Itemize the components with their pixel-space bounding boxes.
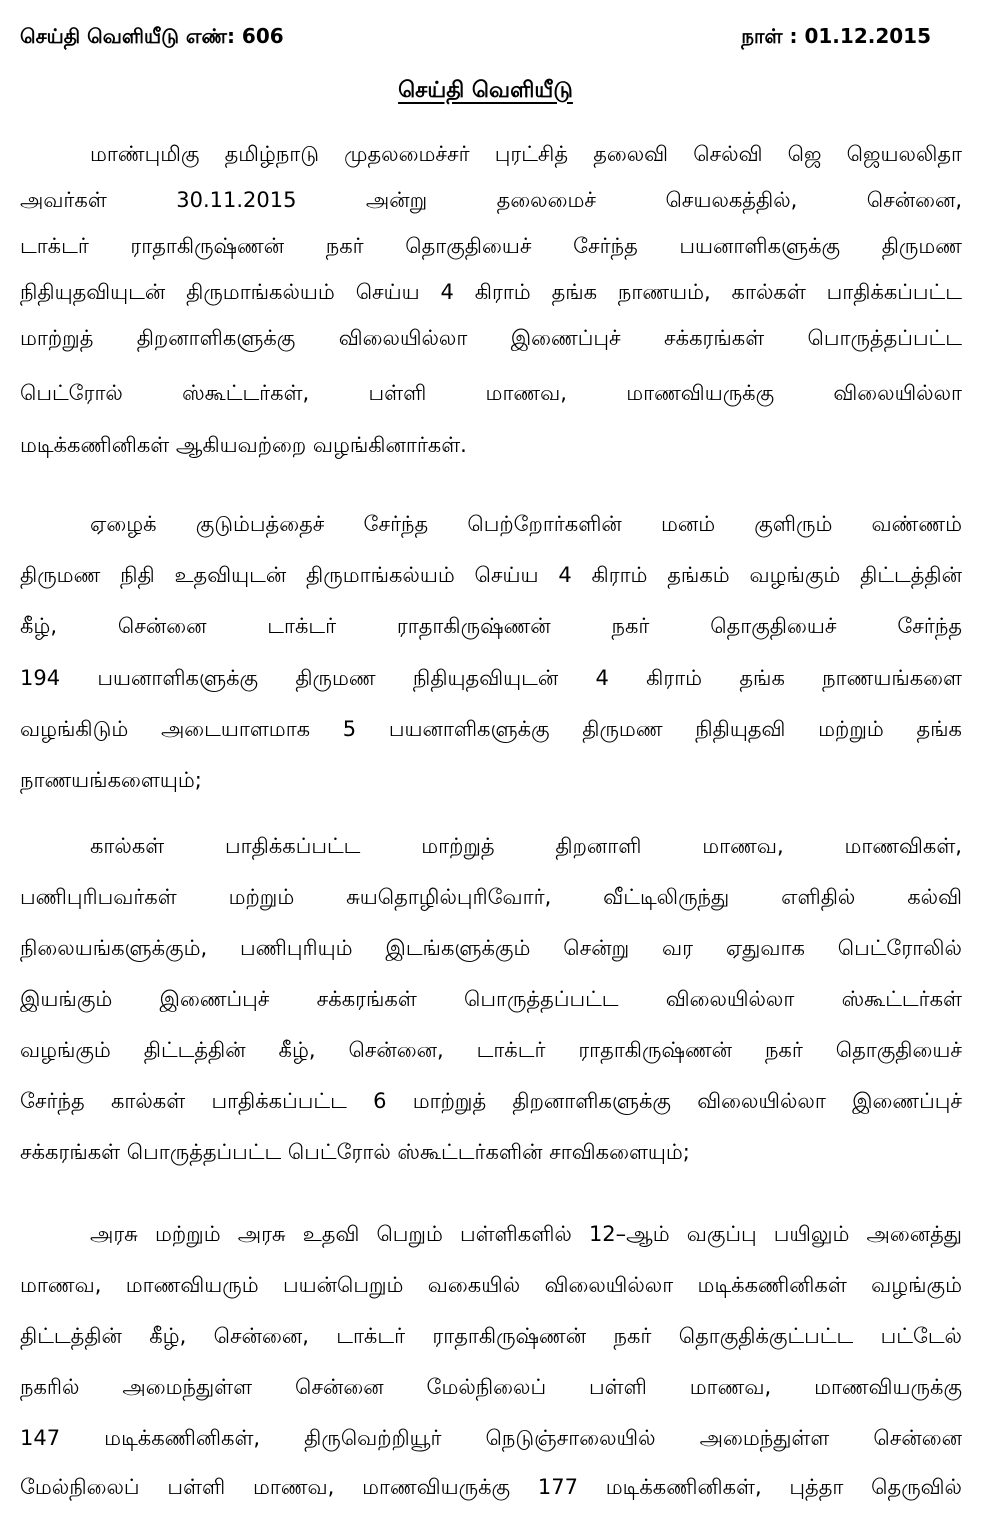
text-line: நகரில் அமைந்துள்ள சென்னை மேல்நிலைப் பள்ளி மாணவ, மாணவியருக்கு <box>20 1375 962 1399</box>
text-line: மாணவ, மாணவியரும் பயன்பெறும் வகையில் விலையில்லா மடிக்கணினிகள் வழங்கும் <box>20 1273 962 1297</box>
page-title-text: செய்தி வெளியீடு <box>398 78 573 103</box>
header-row <box>20 24 931 54</box>
text-line: கீழ், சென்னை டாக்டர் ராதாகிருஷ்ணன் நகர் தொகுதியைச் சேர்ந்த <box>20 614 962 638</box>
text-line: ஏழைக் குடும்பத்தைச் சேர்ந்த பெற்றோர்களின் மனம் குளிரும் வண்ணம் <box>90 512 962 536</box>
text-line: சேர்ந்த கால்கள் பாதிக்கப்பட்ட 6 மாற்றுத் திறனாளிகளுக்கு விலையில்லா இணைப்புச் <box>20 1089 962 1113</box>
text-line: அரசு மற்றும் அரசு உதவி பெறும் பள்ளிகளில் 12–ஆம் வகுப்பு பயிலும் அனைத்து <box>90 1222 962 1246</box>
text-line: மாற்றுத் திறனாளிகளுக்கு விலையில்லா இணைப்புச் சக்கரங்கள் பொருத்தப்பட்ட <box>20 326 962 350</box>
text-line: பெட்ரோல் ஸ்கூட்டர்கள், பள்ளி மாணவ, மாணவியருக்கு விலையில்லா <box>20 381 962 405</box>
text-line: கால்கள் பாதிக்கப்பட்ட மாற்றுத் திறனாளி மாணவ, மாணவிகள், <box>90 834 962 858</box>
text-line: மாண்புமிகு தமிழ்நாடு முதலமைச்சர் புரட்சித் தலைவி செல்வி ஜெ ஜெயலலிதா <box>90 142 962 166</box>
text-line: சக்கரங்கள் பொருத்தப்பட்ட பெட்ரோல் ஸ்கூட்டர்களின் சாவிகளையும்; <box>20 1140 690 1164</box>
text-line: நிலையங்களுக்கும், பணிபுரியும் இடங்களுக்கும் சென்று வர ஏதுவாக பெட்ரோலில் <box>20 936 962 960</box>
text-line: நிதியுதவியுடன் திருமாங்கல்யம் செய்ய 4 கிராம் தங்க நாணயம், கால்கள் பாதிக்கப்பட்ட <box>20 280 962 304</box>
text-line: 147 மடிக்கணினிகள், திருவெற்றியூர் நெடுஞ்சாலையில் அமைந்துள்ள சென்னை <box>20 1426 962 1450</box>
text-line: மேல்நிலைப் பள்ளி மாணவ, மாணவியருக்கு 177 மடிக்கணினிகள், புத்தா தெருவில் <box>20 1475 962 1499</box>
page-title <box>0 78 971 106</box>
text-line: பணிபுரிபவர்கள் மற்றும் சுயதொழில்புரிவோர், வீட்டிலிருந்து எளிதில் கல்வி <box>20 885 962 909</box>
release-date: நாள் : 01.12.2015 <box>741 24 931 48</box>
text-line: டாக்டர் ராதாகிருஷ்ணன் நகர் தொகுதியைச் சேர்ந்த பயனாளிகளுக்கு திருமண <box>20 234 962 258</box>
release-number: செய்தி வெளியீடு எண்: 606 <box>20 24 284 48</box>
text-line: இயங்கும் இணைப்புச் சக்கரங்கள் பொருத்தப்பட்ட விலையில்லா ஸ்கூட்டர்கள் <box>20 987 962 1011</box>
text-line: வழங்கும் திட்டத்தின் கீழ், சென்னை, டாக்டர் ராதாகிருஷ்ணன் நகர் தொகுதியைச் <box>20 1038 962 1062</box>
text-line: வழங்கிடும் அடையாளமாக 5 பயனாளிகளுக்கு திருமண நிதியுதவி மற்றும் தங்க <box>20 717 962 741</box>
text-line: நாணயங்களையும்; <box>20 768 202 792</box>
text-line: திருமண நிதி உதவியுடன் திருமாங்கல்யம் செய்ய 4 கிராம் தங்கம் வழங்கும் திட்டத்தின் <box>20 563 962 587</box>
text-line: 194 பயனாளிகளுக்கு திருமண நிதியுதவியுடன் 4 கிராம் தங்க நாணயங்களை <box>20 666 962 690</box>
text-line: அவர்கள் 30.11.2015 அன்று தலைமைச் செயலகத்தில், சென்னை, <box>20 188 962 212</box>
text-line: மடிக்கணினிகள் ஆகியவற்றை வழங்கினார்கள். <box>20 433 467 457</box>
text-line: திட்டத்தின் கீழ், சென்னை, டாக்டர் ராதாகிருஷ்ணன் நகர் தொகுதிக்குட்பட்ட பட்டேல் <box>20 1324 962 1348</box>
